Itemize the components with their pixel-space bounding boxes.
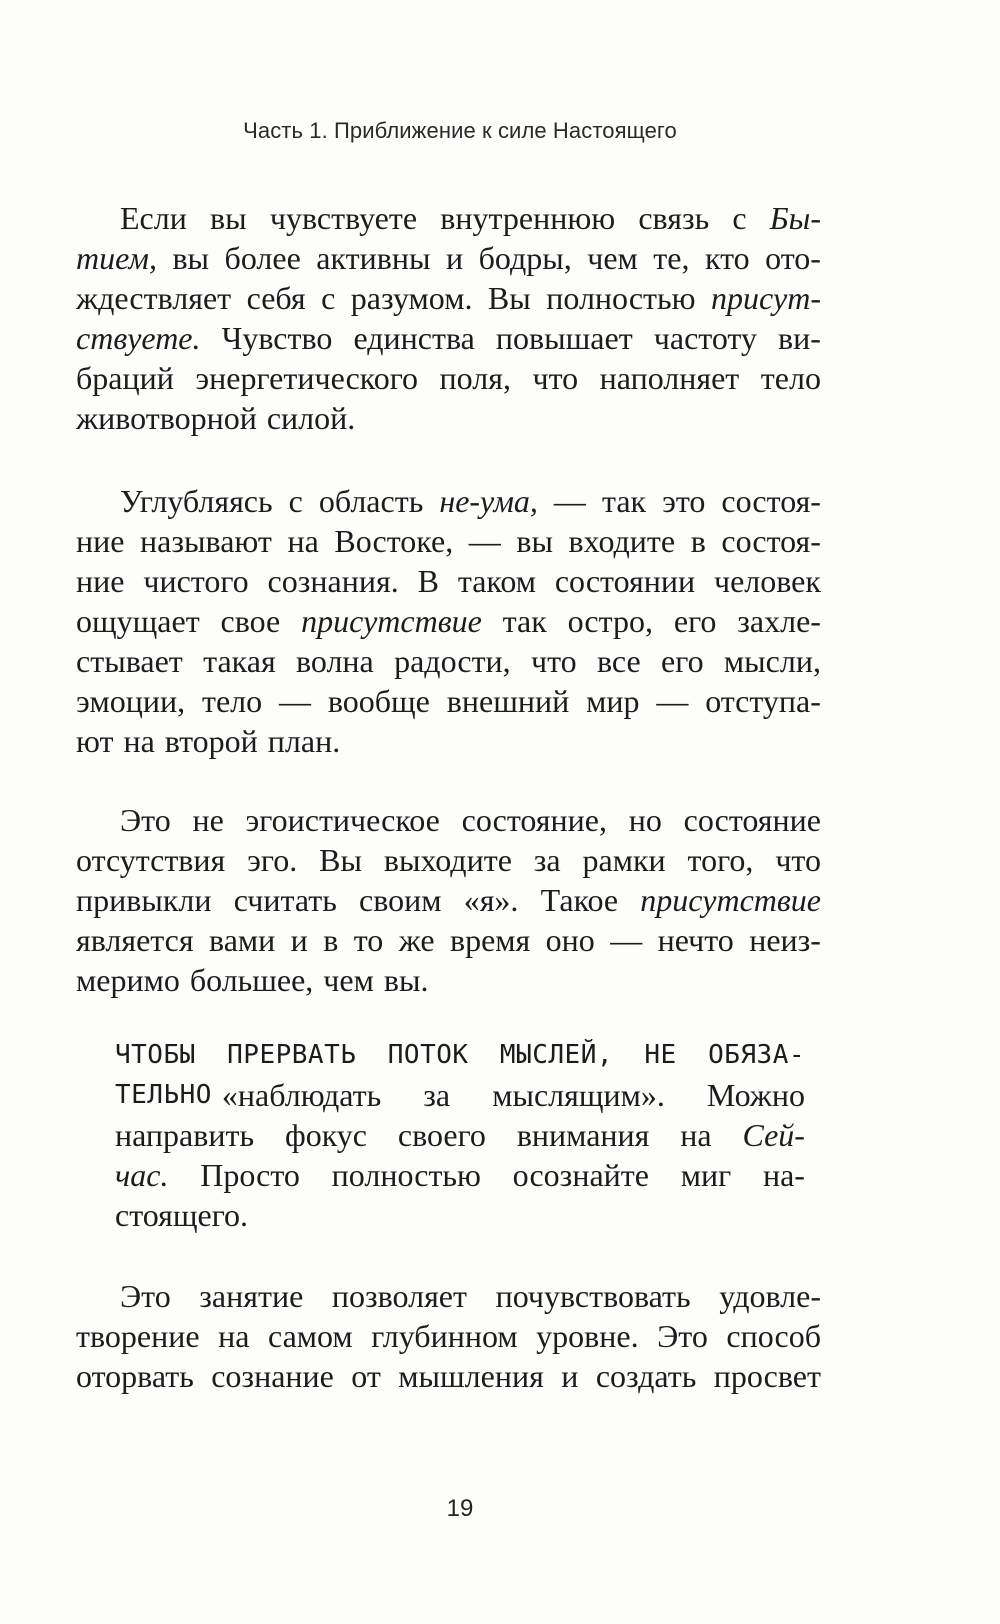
word: осознайте (512, 1157, 649, 1193)
word: Это (120, 802, 171, 838)
running-header: Часть 1. Приближение к силе Настоящего (243, 118, 677, 143)
word: ото- (765, 240, 821, 276)
word: область (318, 483, 424, 519)
callout-block (115, 1035, 805, 1235)
word: Это (657, 1318, 708, 1354)
word: удовле- (719, 1278, 821, 1314)
word: на (287, 523, 319, 559)
word: полностью (331, 1157, 481, 1193)
word: чувствуете (269, 200, 418, 236)
text-line (76, 198, 821, 238)
word: того, (687, 842, 754, 878)
word: ждествляет (76, 280, 232, 316)
word: своего (397, 1117, 486, 1153)
word: полностью (546, 280, 696, 316)
word: Сей- (742, 1117, 805, 1153)
word: отсутствия (76, 842, 226, 878)
paragraph-4 (76, 1276, 821, 1396)
word: ние (76, 523, 125, 559)
word: человек (713, 563, 821, 599)
word: глубинном (371, 1318, 518, 1354)
word: творение (76, 1318, 200, 1354)
word: позволяет (331, 1278, 467, 1314)
word: Углубляясь (120, 483, 273, 519)
word: его (661, 643, 704, 679)
text-line (76, 318, 821, 358)
word: Чувство (221, 320, 333, 356)
word: Вы (319, 842, 362, 878)
word: создать (595, 1358, 697, 1394)
word: внутреннюю (440, 200, 616, 236)
word: на (680, 1117, 712, 1153)
text-line (76, 641, 821, 681)
word: бодры, (478, 240, 572, 276)
word: не (192, 802, 224, 838)
word: вы. (383, 962, 429, 998)
paragraph-2 (76, 481, 821, 761)
word: тело (760, 360, 821, 396)
callout-line (115, 1155, 805, 1195)
word: активны (316, 240, 431, 276)
word: свое (220, 603, 281, 639)
word: состоянии (554, 563, 696, 599)
text-line (76, 481, 821, 521)
word: привыкли (76, 882, 212, 918)
word: за (533, 842, 561, 878)
word: наполняет (599, 360, 740, 396)
word: «я». (463, 882, 519, 918)
text-line (76, 960, 821, 1000)
word: большее, (189, 962, 314, 998)
text-line (76, 880, 821, 920)
word: состояние, (461, 802, 607, 838)
word: — (553, 483, 586, 519)
word: ют (76, 723, 114, 759)
word: связь (638, 200, 710, 236)
word: сознание (211, 1358, 334, 1394)
word: внешний (446, 683, 570, 719)
word: что (532, 360, 579, 396)
callout-line (115, 1115, 805, 1155)
word: в (690, 523, 706, 559)
word: стывает (76, 643, 183, 679)
text-line (76, 601, 821, 641)
text-line (76, 840, 821, 880)
word: присутствие (301, 603, 482, 639)
word: нечто (657, 922, 734, 958)
word: не-ума, (439, 483, 538, 519)
callout-line (115, 1035, 805, 1075)
word: состоя- (721, 523, 821, 559)
word: чем (323, 962, 374, 998)
word: волна (295, 643, 374, 679)
word: время (449, 922, 531, 958)
word: ви- (778, 320, 821, 356)
word: присут- (711, 280, 821, 316)
word: на (123, 723, 155, 759)
word: с (732, 200, 747, 236)
word: и (290, 922, 308, 958)
word: неиз- (749, 922, 821, 958)
word: — (656, 683, 689, 719)
callout-text: «наблюдать за мыслящим». Можно (221, 1077, 805, 1113)
text-line (76, 561, 821, 601)
word: таком (457, 563, 536, 599)
word: ощущает (76, 603, 200, 639)
word: эмоции, (76, 683, 186, 719)
word: оно (545, 922, 595, 958)
word: частоту (653, 320, 757, 356)
word: состояние (683, 802, 821, 838)
paragraph-3 (76, 800, 821, 1000)
word: ние (76, 563, 125, 599)
word: меримо (76, 962, 180, 998)
word: кто (704, 240, 750, 276)
word: такая (203, 643, 276, 679)
word: что (531, 643, 577, 679)
word: отступа- (705, 683, 821, 719)
word: мышления (398, 1358, 544, 1394)
word: план. (267, 723, 341, 759)
text-line (76, 238, 821, 278)
word: рамки (582, 842, 666, 878)
word: считать (233, 882, 337, 918)
word: силой. (266, 400, 356, 436)
word: почувствовать (495, 1278, 691, 1314)
word: разумом. (350, 280, 473, 316)
text-line (76, 521, 821, 561)
word: это (662, 483, 706, 519)
word: вы (516, 523, 553, 559)
word: поля, (439, 360, 511, 396)
word: — (610, 922, 643, 958)
word: выходите (383, 842, 512, 878)
word: стоящего. (115, 1197, 249, 1233)
word: те, (653, 240, 690, 276)
callout-caps-text: ЧТОБЫ ПРЕРВАТЬ ПОТОК МЫСЛЕЙ, НЕ ОБЯЗА- (115, 1040, 805, 1070)
word: — (468, 523, 501, 559)
text-line (76, 721, 821, 761)
word: сознания. (267, 563, 399, 599)
word: себя (246, 280, 306, 316)
word: Востоке, (334, 523, 454, 559)
word: является (76, 922, 194, 958)
word: энергетического (195, 360, 419, 396)
word: и (445, 240, 464, 276)
word: В (417, 563, 439, 599)
word: Вы (487, 280, 531, 316)
callout-caps-text: ТЕЛЬНО (115, 1080, 212, 1110)
word: фокус (284, 1117, 367, 1153)
word: эго. (247, 842, 298, 878)
text-line (76, 1356, 821, 1396)
paragraph-1 (76, 198, 821, 438)
word: ствуете. (76, 320, 201, 356)
word: но (628, 802, 662, 838)
word: вы (172, 240, 210, 276)
word: направить (115, 1117, 255, 1153)
word: более (224, 240, 301, 276)
word: вообще (327, 683, 430, 719)
word: что (775, 842, 821, 878)
word: состоя- (721, 483, 821, 519)
word: мысли, (723, 643, 821, 679)
word: вами (209, 922, 276, 958)
word: на- (762, 1157, 805, 1193)
word: час. (115, 1157, 169, 1193)
text-line (76, 278, 821, 318)
text-line (76, 920, 821, 960)
word: так (502, 603, 547, 639)
word: — (278, 683, 311, 719)
word: браций (76, 360, 174, 396)
page-number: 19 (446, 1495, 474, 1522)
word: Такое (540, 882, 619, 918)
text-line (76, 681, 821, 721)
word: Это (120, 1278, 171, 1314)
word: на (218, 1318, 250, 1354)
word: эгоистическое (245, 802, 440, 838)
callout-line (115, 1075, 805, 1115)
text-line (76, 800, 821, 840)
word: второй (164, 723, 258, 759)
word: и (561, 1358, 579, 1394)
text-line (76, 1316, 821, 1356)
word: миг (680, 1157, 732, 1193)
word: называют (140, 523, 272, 559)
word: присутствие (640, 882, 821, 918)
word: с (321, 280, 336, 316)
word: остро, (567, 603, 653, 639)
word: чистого (143, 563, 249, 599)
word: входите (568, 523, 676, 559)
word: радости, (394, 643, 511, 679)
word: своим (359, 882, 442, 918)
word: чем (587, 240, 638, 276)
word: занятие (199, 1278, 304, 1314)
text-line (76, 358, 821, 398)
word: животворной (76, 400, 257, 436)
word: уровне. (536, 1318, 639, 1354)
word: все (596, 643, 641, 679)
word: тием, (76, 240, 157, 276)
word: в (323, 922, 339, 958)
word: просвет (713, 1358, 821, 1394)
word: тело (201, 683, 263, 719)
word: единства (353, 320, 475, 356)
word: вы (210, 200, 247, 236)
word: оторвать (76, 1358, 194, 1394)
callout-line (115, 1195, 805, 1235)
word: его (673, 603, 717, 639)
word: Если (120, 200, 187, 236)
text-line (76, 398, 821, 438)
word: то (353, 922, 384, 958)
word: внимания (516, 1117, 650, 1153)
word: же (398, 922, 435, 958)
text-line (76, 1276, 821, 1316)
word: от (351, 1358, 381, 1394)
word: способ (726, 1318, 821, 1354)
word: самом (267, 1318, 353, 1354)
word: Бы- (769, 200, 821, 236)
word: повышает (495, 320, 633, 356)
word: Просто (200, 1157, 300, 1193)
word: так (601, 483, 647, 519)
word: с (288, 483, 303, 519)
word: мир (586, 683, 640, 719)
word: захле- (737, 603, 821, 639)
